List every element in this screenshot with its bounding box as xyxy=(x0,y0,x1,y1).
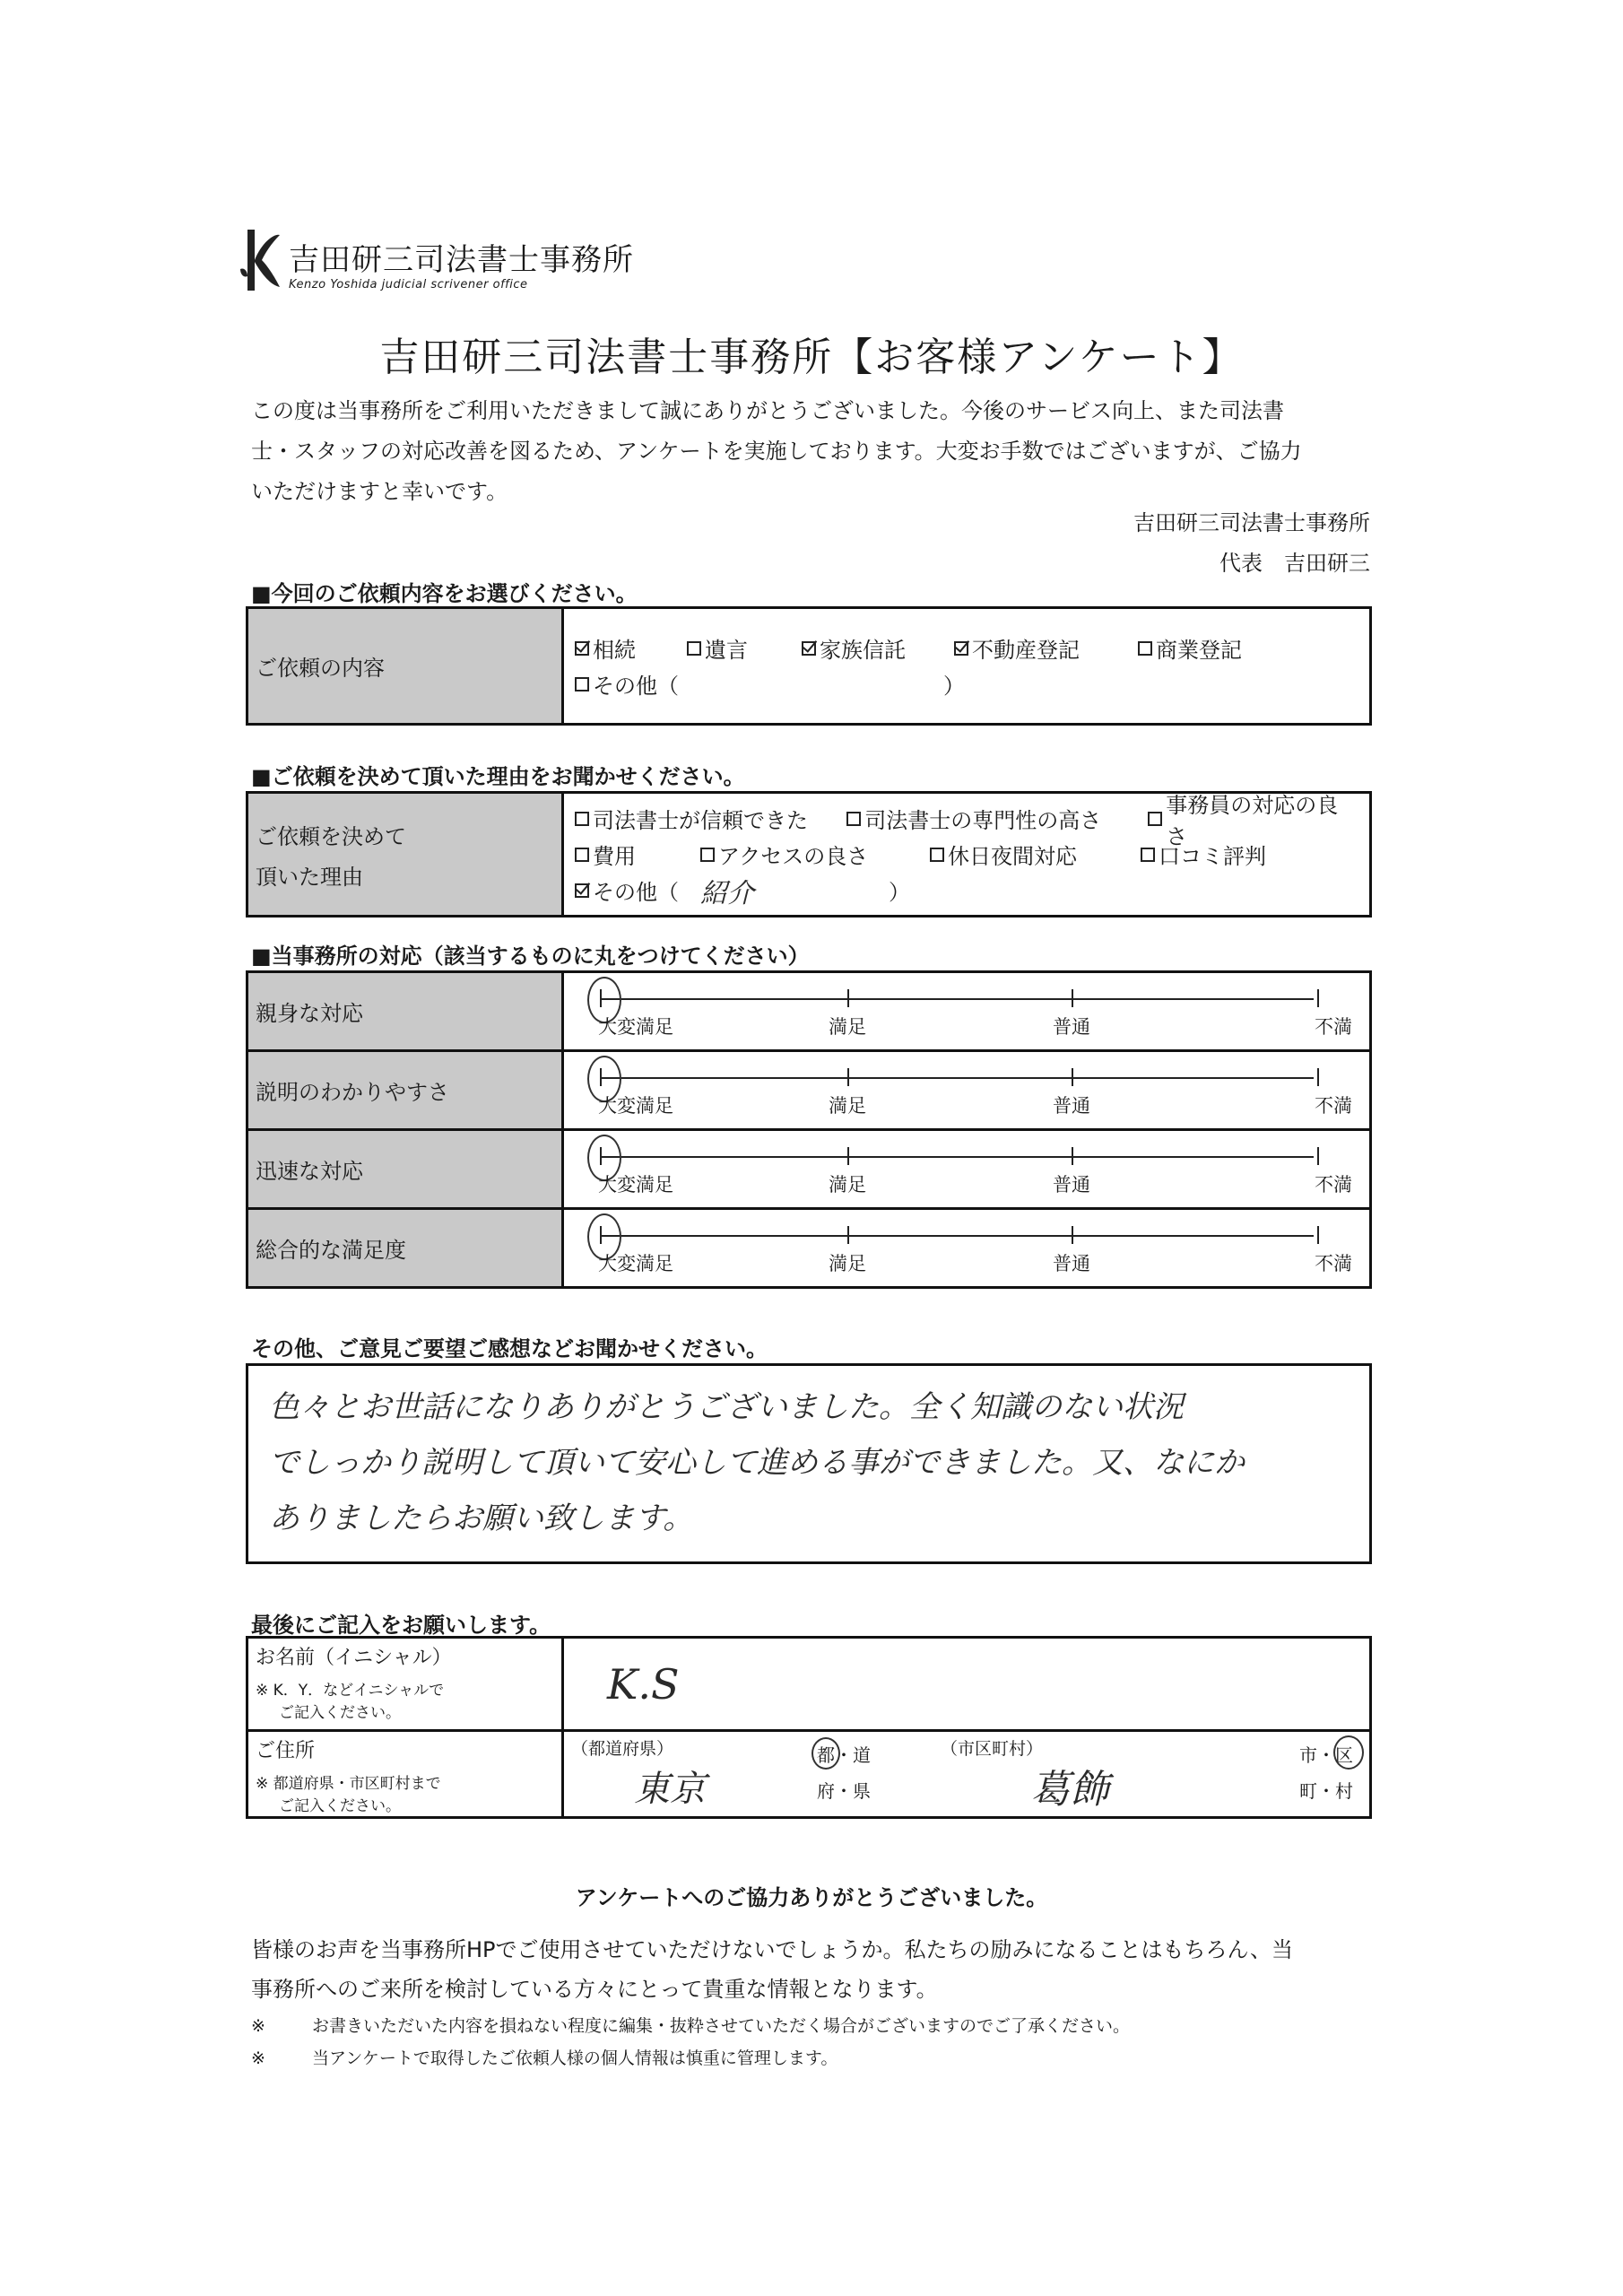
logo-office-subtitle: Kenzo Yoshida judicial scrivener office xyxy=(289,278,528,291)
reason-table xyxy=(246,791,1372,918)
reason-label-line: 頂いた理由 xyxy=(256,864,363,890)
scale-label[interactable]: 普通 xyxy=(1053,1094,1090,1117)
address-label-cell xyxy=(247,1731,563,1818)
intro-paragraph xyxy=(251,391,1367,512)
option-label: 不動産登記 xyxy=(972,638,1080,663)
representative-name: 代表 吉田研三 xyxy=(1219,551,1370,576)
option-label: 事務員の対応の良さ xyxy=(1166,792,1339,849)
scale-tick xyxy=(847,989,849,1007)
option-label: 口コミ評判 xyxy=(1159,844,1266,869)
section-personal-heading: 最後にご記入をお願いします。 xyxy=(251,1613,551,1638)
checkbox-icon[interactable] xyxy=(1148,812,1162,826)
note-text: 当アンケートで取得したご依頼人様の個人情報は慎重に管理します。 xyxy=(312,2048,838,2068)
option-label: 司法書士が信頼できた xyxy=(593,808,808,833)
rating-label: 総合的な満足度 xyxy=(247,1209,563,1288)
comment-text xyxy=(269,1379,1354,1546)
personal-info-table xyxy=(246,1636,1372,1819)
scale-label[interactable]: 大変満足 xyxy=(598,1094,673,1117)
footer-line: 事務所へのご来所を検討している方々にとって貴重な情報となります。 xyxy=(251,1977,938,2002)
option-yuigon[interactable] xyxy=(687,632,802,664)
request-content-label: ご依頼の内容 xyxy=(247,608,563,725)
option-label: その他（ xyxy=(593,674,679,699)
option-kazoku-shintaku[interactable] xyxy=(802,632,954,664)
scale-tick xyxy=(1072,1068,1073,1086)
scale-tick xyxy=(1072,1226,1073,1244)
name-field[interactable] xyxy=(563,1638,1371,1731)
scale-tick xyxy=(847,1068,849,1086)
footer-paragraph xyxy=(251,1930,1372,2009)
rating-scale-row xyxy=(563,972,1371,1051)
scale-label[interactable]: 普通 xyxy=(1053,1173,1090,1196)
name-value: K.S xyxy=(607,1659,680,1709)
city-caption: （市区町村） xyxy=(941,1739,1044,1759)
rating-label: 親身な対応 xyxy=(247,972,563,1051)
logo-office-name: 吉田研三司法書士事務所 xyxy=(289,242,634,278)
scale-tick xyxy=(1317,1147,1319,1165)
checkbox-icon[interactable] xyxy=(954,641,968,656)
reason-label xyxy=(247,793,563,917)
thanks-message: アンケートへのご協力ありがとうございました。 xyxy=(575,1885,1048,1910)
option-label: 司法書士の専門性の高さ xyxy=(864,808,1102,833)
scale-label[interactable]: 不満 xyxy=(1315,1015,1352,1038)
name-note: ※ K．Y．などイニシャルで xyxy=(256,1682,445,1700)
other-close-paren: ） xyxy=(943,674,965,699)
comment-line: 色々とお世話になりありがとうございました。全く知識のない状況 xyxy=(269,1389,1184,1425)
prefecture-suffix: 府・県 xyxy=(817,1780,871,1802)
section-response-heading: ■当事務所の対応（該当するものに丸をつけてください） xyxy=(251,944,810,969)
intro-line: この度は当事務所をご利用いただきまして誠にありがとうございました。今後のサービス向上、また司法書 xyxy=(251,398,1284,423)
city-value: 葛飾 xyxy=(1030,1767,1109,1813)
scale-line xyxy=(600,998,1314,1000)
section-request-heading: ■今回のご依頼内容をお選びください。 xyxy=(251,581,638,606)
other-reason-value: 紹介 xyxy=(700,877,754,909)
scale-label[interactable]: 満足 xyxy=(829,1252,866,1274)
office-signature: 吉田研三司法書士事務所 xyxy=(1133,510,1370,535)
prefecture-value: 東京 xyxy=(634,1769,706,1810)
scale-line xyxy=(600,1077,1314,1079)
name-label-cell xyxy=(247,1638,563,1731)
address-label: ご住所 xyxy=(256,1740,316,1762)
checkbox-icon[interactable] xyxy=(575,883,589,898)
rating-scale-row xyxy=(563,1051,1371,1130)
note-mark: ※ xyxy=(251,2016,265,2036)
comment-line: ありましたらお願い致します。 xyxy=(269,1500,694,1536)
address-field[interactable] xyxy=(563,1731,1371,1818)
note-mark: ※ xyxy=(251,2048,265,2068)
reason-label-line: ご依頼を決めて xyxy=(256,823,406,849)
scale-tick xyxy=(1317,989,1319,1007)
selected-circle-mark xyxy=(1333,1735,1364,1770)
checkbox-icon[interactable] xyxy=(575,812,589,826)
option-label: 相続 xyxy=(593,638,636,663)
scale-label[interactable]: 普通 xyxy=(1053,1252,1090,1274)
scale-line xyxy=(600,1235,1314,1237)
section-comment-heading: その他、ご意見ご要望ご感想などお聞かせください。 xyxy=(251,1336,768,1361)
option-trust[interactable] xyxy=(575,803,846,834)
intro-line: 士・スタッフの対応改善を図るため、アンケートを実施しております。大変お手数ではございますが、ご協力 xyxy=(251,439,1302,464)
section-reason-heading: ■ご依頼を決めて頂いた理由をお聞かせください。 xyxy=(251,764,745,789)
option-expertise[interactable] xyxy=(846,803,1148,834)
checkbox-icon[interactable] xyxy=(930,848,944,862)
name-label: お名前（イニシャル） xyxy=(256,1647,452,1669)
scale-tick xyxy=(1317,1068,1319,1086)
option-label: その他（ xyxy=(593,880,679,905)
scale-label[interactable]: 大変満足 xyxy=(598,1173,673,1196)
checkbox-icon[interactable] xyxy=(846,812,861,826)
option-label: 家族信託 xyxy=(820,638,906,663)
other-close-paren: ） xyxy=(889,880,910,905)
scale-tick xyxy=(1072,989,1073,1007)
comment-line: でしっかり説明して頂いて安心して進める事ができました。又、なにか xyxy=(269,1445,1245,1481)
scale-tick xyxy=(847,1226,849,1244)
footer-note xyxy=(251,2045,838,2069)
option-other[interactable] xyxy=(575,668,679,700)
option-label: 費用 xyxy=(593,844,636,869)
response-rating-table xyxy=(246,970,1372,1289)
option-review[interactable] xyxy=(1141,839,1266,870)
note-text: お書きいただいた内容を損ねない程度に編集・抜粋させていただく場合がございますのでご了承ください。 xyxy=(312,2016,1131,2036)
scale-tick xyxy=(847,1147,849,1165)
checkbox-icon[interactable] xyxy=(575,641,589,656)
checkbox-icon[interactable] xyxy=(700,848,715,862)
option-fudosan-touki[interactable] xyxy=(954,632,1138,664)
option-souzoku[interactable] xyxy=(575,632,687,664)
address-note: ご記入ください。 xyxy=(279,1797,401,1815)
option-shogyo-touki[interactable] xyxy=(1138,632,1242,664)
checkbox-icon[interactable] xyxy=(1138,641,1152,656)
address-note: ※ 都道府県・市区町村まで xyxy=(256,1775,441,1793)
page-title: 吉田研三司法書士事務所【お客様アンケート】 xyxy=(379,335,1244,380)
city-suffix: 町・村 xyxy=(1299,1780,1353,1802)
option-label: 商業登記 xyxy=(1156,638,1242,663)
rating-label: 説明のわかりやすさ xyxy=(247,1051,563,1130)
rating-scale-row xyxy=(563,1209,1371,1288)
option-other[interactable] xyxy=(575,874,679,906)
request-content-options xyxy=(563,608,1371,725)
scale-tick xyxy=(1072,1147,1073,1165)
rating-label: 迅速な対応 xyxy=(247,1130,563,1209)
option-holiday[interactable] xyxy=(930,839,1141,870)
checkbox-icon[interactable] xyxy=(575,848,589,862)
checkbox-icon[interactable] xyxy=(1141,848,1155,862)
scale-tick xyxy=(1317,1226,1319,1244)
option-label: 休日夜間対応 xyxy=(948,844,1077,869)
name-note: ご記入ください。 xyxy=(279,1704,401,1722)
scale-label[interactable]: 不満 xyxy=(1315,1252,1352,1274)
checkbox-icon[interactable] xyxy=(687,641,701,656)
request-content-table xyxy=(246,606,1372,726)
footer-line: 皆様のお声を当事務所HPでご使用させていただけないでしょうか。私たちの励みになることはもちろん、当 xyxy=(251,1937,1293,1962)
footer-note xyxy=(251,2013,1130,2037)
checkbox-icon[interactable] xyxy=(802,641,816,656)
prefecture-caption: （都道府県） xyxy=(571,1739,674,1759)
scale-label[interactable]: 不満 xyxy=(1315,1173,1352,1196)
intro-line: いただけますと幸いです。 xyxy=(251,479,508,504)
office-logo-icon xyxy=(235,226,282,294)
selected-circle-mark xyxy=(812,1737,840,1770)
scale-label[interactable]: 満足 xyxy=(829,1015,866,1038)
scale-label[interactable]: 普通 xyxy=(1053,1015,1090,1038)
scale-label[interactable]: 不満 xyxy=(1315,1094,1352,1117)
scale-label[interactable]: 大変満足 xyxy=(598,1015,673,1038)
option-access[interactable] xyxy=(700,839,930,870)
rating-scale-row xyxy=(563,1130,1371,1209)
option-label: アクセスの良さ xyxy=(718,844,869,869)
option-label: 遺言 xyxy=(705,638,748,663)
prefecture-suffix: 都・道 xyxy=(817,1744,871,1766)
reason-options xyxy=(563,793,1371,917)
option-cost[interactable] xyxy=(575,839,700,870)
scale-label[interactable]: 大変満足 xyxy=(598,1252,673,1274)
scale-label[interactable]: 満足 xyxy=(829,1094,866,1117)
scale-line xyxy=(600,1156,1314,1158)
city-suffix: 市・区 xyxy=(1299,1744,1353,1766)
scale-label[interactable]: 満足 xyxy=(829,1173,866,1196)
checkbox-icon[interactable] xyxy=(575,677,589,691)
